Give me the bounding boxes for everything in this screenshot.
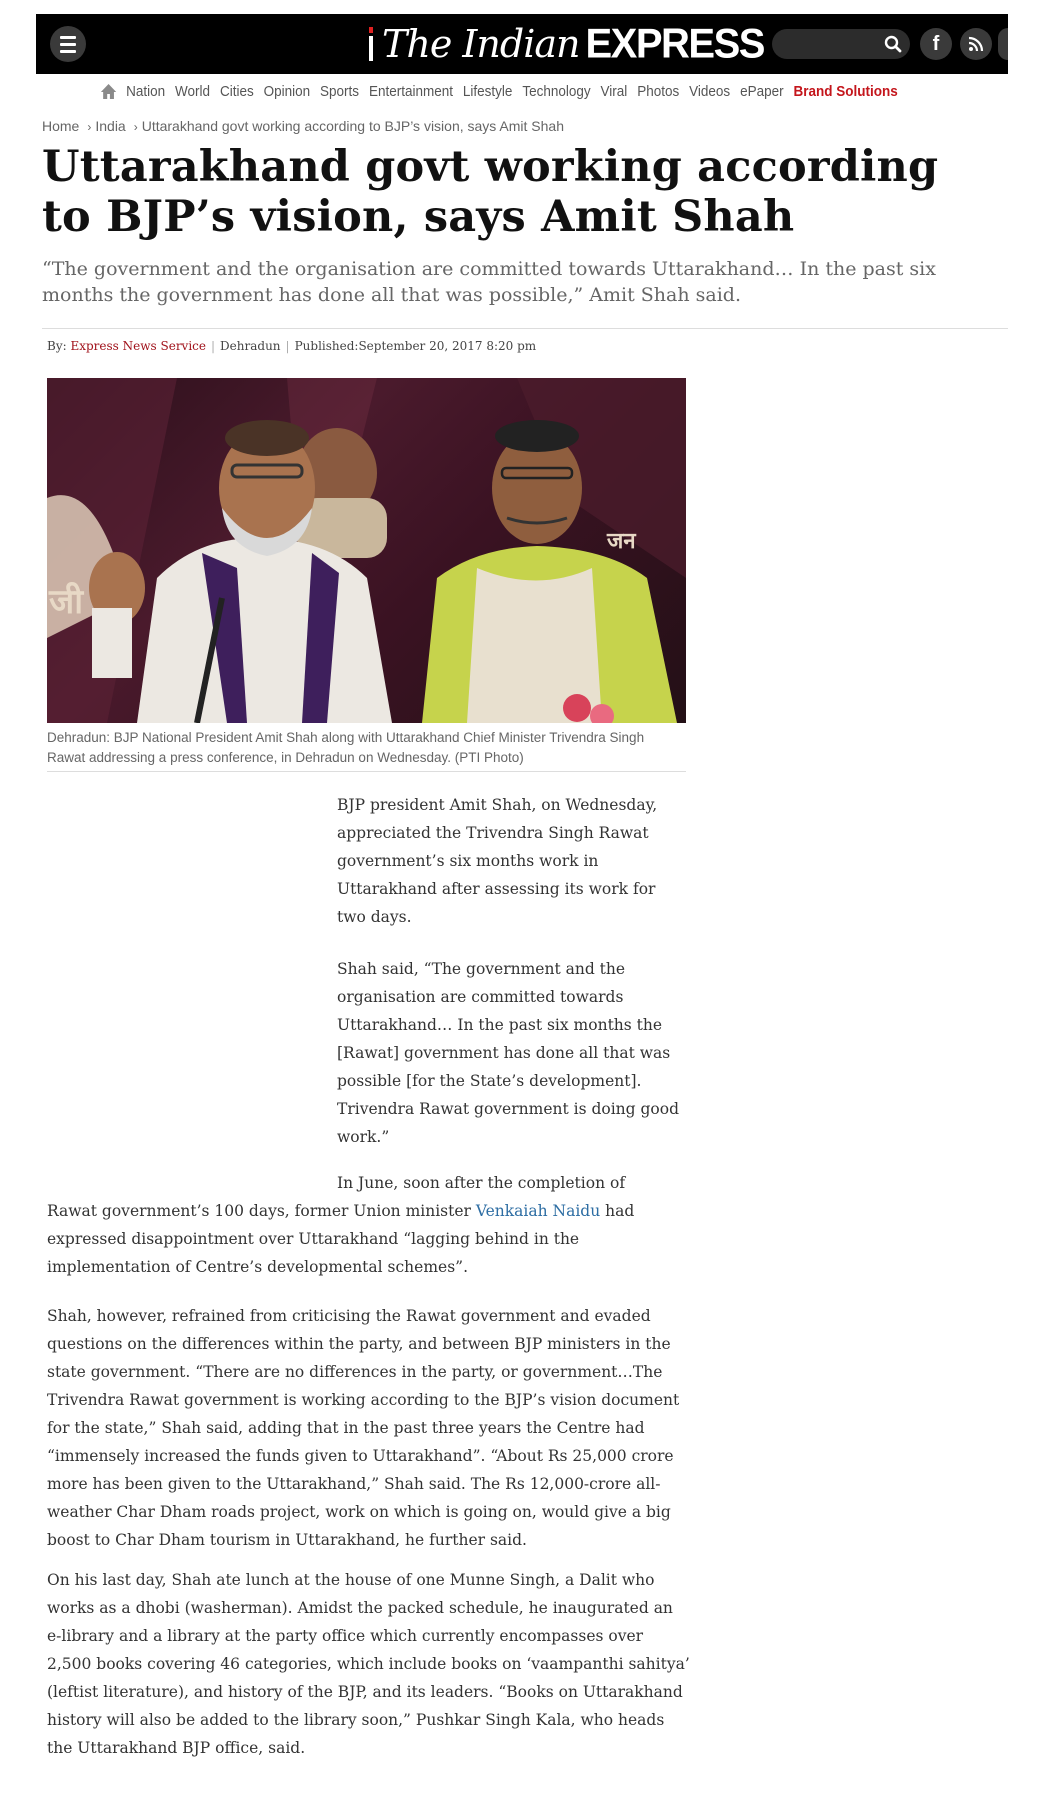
photo-caption: Dehradun: BJP National President Amit Shah along with Uttarakhand Chief Minister Trivendra Singh Rawat addressing a press conference, in Dehradun on Wednesday. (PTI Photo) bbox=[47, 730, 645, 765]
nav-item-photos[interactable]: Photos bbox=[637, 82, 680, 100]
dateline-location: Dehradun bbox=[220, 339, 281, 353]
article-paragraph: BJP president Amit Shah, on Wednesday, appreciated the Trivendra Singh Rawat government’s six months work in Uttarakhand after assessing its work for two days. bbox=[337, 796, 658, 926]
nav-item-videos[interactable]: Videos bbox=[689, 82, 731, 100]
divider bbox=[42, 328, 1008, 329]
chevron-right-icon: › bbox=[133, 120, 138, 134]
search-box bbox=[772, 29, 910, 59]
article-paragraph: Shah said, “The government and the organisation are committed towards Uttarakhand… In the past six months the [Rawat] government has done all that was possible [for the State’s development]. Trivendra Rawat government is doing good work.” bbox=[337, 960, 680, 1146]
byline: By: Express News Service | Dehradun | Published:September 20, 2017 8:20 pm bbox=[47, 339, 537, 353]
article-paragraph: Shah, however, refrained from criticising the Rawat government and evaded questions on the differences within the party, and between BJP ministers in the state government. “There are no differences in the party, or government…The Trivendra Rawat government is working according to the BJP’s vision document for the state,” Shah said, adding that in the past three years the Centre had “immensely increased the funds given to Uttarakhand”. “About Rs 25,000 crore more has been given to the Uttarakhand,” Shah said. The Rs 12,000-crore all-weather Char Dham roads project, work on which is going on, would give a big boost to Char Dham tourism in Uttarakhand, he further said. bbox=[47, 1307, 680, 1549]
logo-text-the: The Indian bbox=[382, 22, 580, 66]
venkaiah-naidu-link[interactable]: Venkaiah Naidu bbox=[475, 1202, 601, 1220]
author-link[interactable]: Express News Service bbox=[70, 339, 206, 353]
facebook-icon[interactable]: f bbox=[920, 28, 952, 60]
search-icon[interactable] bbox=[884, 35, 902, 53]
breadcrumb-india[interactable]: India bbox=[95, 118, 126, 134]
svg-text:जी: जी bbox=[49, 582, 84, 622]
chevron-right-icon: › bbox=[87, 120, 92, 134]
breadcrumb-home[interactable]: Home bbox=[42, 118, 80, 134]
site-logo[interactable] bbox=[366, 20, 764, 68]
home-icon[interactable] bbox=[100, 83, 117, 100]
article-text: had expressed disappointment over Uttarakhand “lagging behind in the implementation of Centre’s developmental schemes”. bbox=[47, 1202, 635, 1276]
breadcrumb bbox=[42, 118, 564, 134]
svg-text:जन: जन bbox=[607, 529, 636, 554]
nav-item-epaper[interactable]: ePaper bbox=[740, 82, 784, 100]
nav-item-brand-solutions[interactable]: Brand Solutions bbox=[793, 82, 898, 100]
page-title: Uttarakhand govt working according to BJP’s vision, says Amit Shah bbox=[42, 142, 939, 242]
article-synopsis: “The government and the organisation are committed towards Uttarakhand… In the past six months the government has done all that was possible,” Amit Shah said. bbox=[42, 258, 936, 306]
divider bbox=[47, 771, 686, 772]
breadcrumb-current: Uttarakhand govt working according to BJP’s vision, says Amit Shah bbox=[141, 118, 565, 134]
nav-item-world[interactable]: World bbox=[175, 82, 211, 100]
nav-item-opinion[interactable]: Opinion bbox=[263, 82, 311, 100]
nav-item-sports[interactable]: Sports bbox=[320, 82, 360, 100]
nav-item-cities[interactable]: Cities bbox=[219, 82, 254, 100]
published-date: Published:September 20, 2017 8:20 pm bbox=[294, 339, 537, 353]
nav-item-viral[interactable]: Viral bbox=[600, 82, 628, 100]
nav-item-entertainment[interactable]: Entertainment bbox=[368, 82, 454, 100]
logo-mark-icon bbox=[366, 27, 376, 61]
rss-icon[interactable] bbox=[960, 28, 992, 60]
social-more-icon[interactable] bbox=[998, 28, 1008, 60]
byline-prefix: By: bbox=[47, 339, 67, 353]
article-paragraph: On his last day, Shah ate lunch at the house of one Munne Singh, a Dalit who works as a dhobi (washerman). Amidst the packed schedule, he inaugurated an e-library and a library at the party office which currently encompasses over 2,500 books covering 46 categories, which include books on ‘vaampanthi sahitya’ (leftist literature), and history of the BJP, and its leaders. “Books on Uttarakhand history will also be added to the library soon,” Pushkar Singh Kala, who heads the Uttarakhand BJP office, said. bbox=[47, 1571, 690, 1757]
search-input[interactable] bbox=[782, 33, 878, 55]
article-photo bbox=[47, 378, 686, 723]
main-nav bbox=[100, 80, 908, 102]
article-text: In June, soon after the completion of Rawat government’s 100 days, former Union minister bbox=[47, 1174, 626, 1220]
nav-item-nation[interactable]: Nation bbox=[126, 82, 166, 100]
nav-item-technology[interactable]: Technology bbox=[522, 82, 591, 100]
hamburger-menu-icon[interactable] bbox=[50, 26, 86, 62]
site-header bbox=[36, 14, 1008, 74]
logo-text-express: EXPRESS bbox=[585, 20, 764, 67]
article-paragraph bbox=[47, 1169, 677, 1281]
nav-item-lifestyle[interactable]: Lifestyle bbox=[462, 82, 513, 100]
